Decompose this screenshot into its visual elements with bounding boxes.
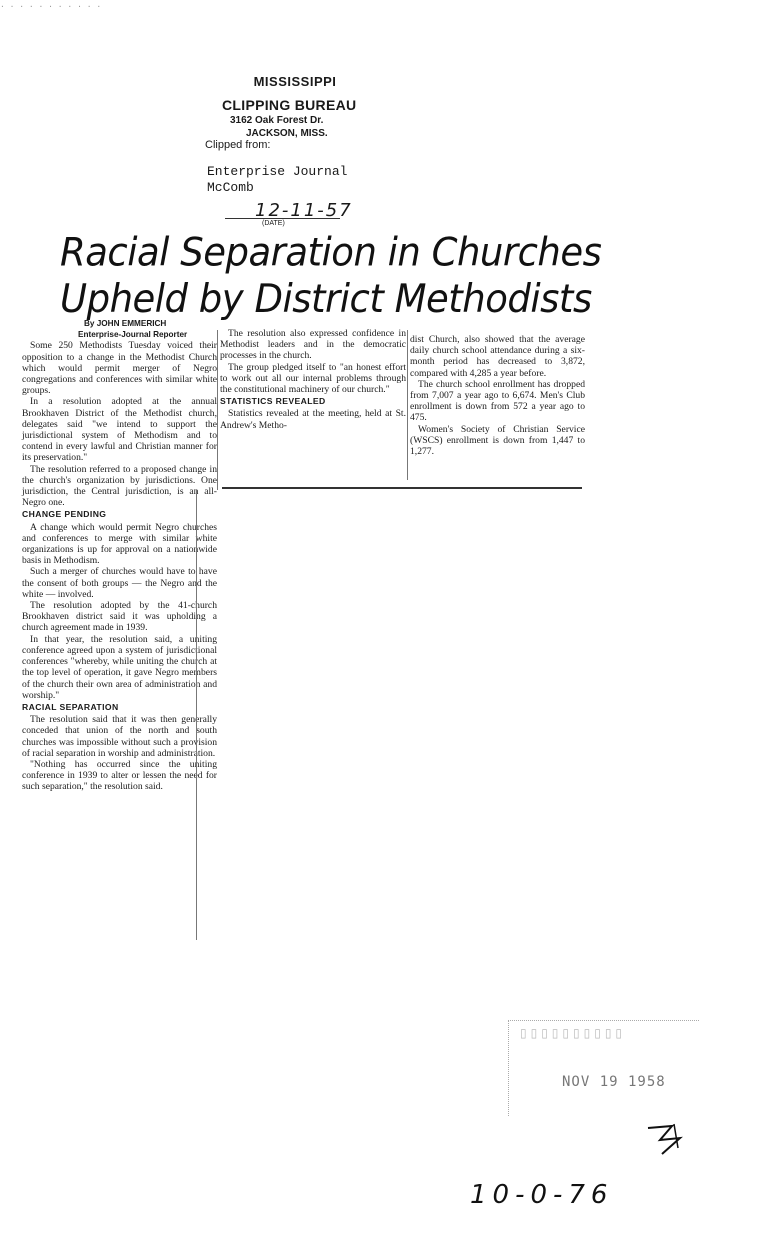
article-column-3: [410, 334, 585, 457]
paragraph: The resolution said that it was then generally conceded that union of the north and south churches was impossible without such a provision of racial separation in worship and administration.: [22, 714, 217, 759]
bureau-address: 3162 Oak Forest Dr.: [230, 115, 324, 126]
article-headline: [60, 230, 602, 322]
article-column-2: [220, 328, 406, 431]
handwritten-initial-icon: [640, 1118, 700, 1158]
column-divider: [217, 330, 218, 490]
paragraph: A change which would permit Negro churches and conferences to merge with similar white organizations is up for approval on a nationwide basis in Methodism.: [22, 521, 217, 567]
clipping-bureau-stamp: [200, 74, 380, 139]
bureau-name: CLIPPING BUREAU: [222, 97, 357, 113]
article-column-1: [22, 318, 217, 793]
handwritten-file-number: 10-0-76: [470, 1180, 614, 1210]
paragraph: "Nothing has occurred since the uniting conference in 1939 to alter or lessen the need for such separation," the resolution said.: [22, 758, 217, 793]
subhead-statistics: STATISTICS REVEALED: [220, 396, 326, 407]
source-name-line2: McComb: [207, 180, 254, 195]
paragraph: dist Church, also showed that the average daily church school attendance during a six-month period has decreased to 3,872, compared with 4,285 a year before.: [410, 334, 585, 379]
paragraph: Statistics revealed at the meeting, held at St. Andrew's Metho-: [220, 408, 406, 431]
paragraph: The church school enrollment has dropped from 7,007 a year ago to 6,674. Men's Club enrollment is down from 572 a year ago to 475.: [410, 378, 585, 424]
paragraph: The group pledged itself to "an honest effort to work out all our internal problems through the constitutional machinery of our church.": [220, 361, 406, 396]
paragraph: Such a merger of churches would have to have the consent of both groups — the Negro and the white — involved.: [22, 566, 217, 600]
paragraph: The resolution adopted by the 41-church Brookhaven district said it was upholding a church agreement made in 1939.: [22, 600, 217, 634]
clipped-from-label: Clipped from:: [205, 139, 271, 151]
source-name-line1: Enterprise Journal: [207, 164, 348, 179]
received-stamp-date: NOV 19 1958: [562, 1074, 666, 1090]
date-label: (DATE): [262, 220, 285, 227]
byline: By JOHN EMMERICH: [84, 319, 167, 328]
subhead-racial-separation: RACIAL SEPARATION: [22, 701, 119, 712]
paragraph: In a resolution adopted at the annual Brookhaven District of the Methodist church, delegates said "we intend to support the jurisdictional system of Methodism and to contend in every lawful and Christian manner for its preservation.": [22, 396, 217, 464]
scan-edge-marks: . . . . . . . . . . .: [0, 0, 102, 9]
handwritten-date: 12-11-57: [255, 200, 353, 221]
paragraph: The resolution referred to a proposed change in the church's organization by jurisdictions. One jurisdiction, the Central jurisdiction, is an all-Negro one.: [22, 463, 217, 509]
date-underline: [225, 218, 340, 219]
byline-title: Enterprise-Journal Reporter: [78, 330, 188, 340]
bureau-state: MISSISSIPPI: [253, 74, 337, 89]
bureau-city: JACKSON, MISS.: [246, 128, 328, 139]
source-publication: [207, 164, 347, 196]
article-end-rule: [222, 487, 582, 489]
paragraph: In that year, the resolution said, a uniting conference agreed upon a system of jurisdictional conferences "whereby, while uniting the church at the top level of operation, it gave Negro members of the church their own area of administration and worship.": [22, 633, 217, 701]
column-divider: [407, 330, 408, 480]
subhead-change-pending: CHANGE PENDING: [22, 509, 107, 520]
paragraph: Women's Society of Christian Service (WSCS) enrollment is down from 1,447 to 1,277.: [410, 423, 585, 458]
paragraph: Some 250 Methodists Tuesday voiced their opposition to a change in the Methodist Church which would permit merger of Negro congregations and conferences with similar white groups.: [22, 340, 217, 397]
headline-line2: Upheld by District Methodists: [60, 276, 592, 322]
headline-line1: Racial Separation in Churches: [60, 230, 602, 276]
received-stamp-faded-text: ▯▯▯▯▯▯▯▯▯▯: [520, 1026, 627, 1040]
paragraph: The resolution also expressed confidence in Methodist leaders and in the democratic processes in the church.: [220, 328, 406, 362]
column-divider: [196, 490, 197, 940]
